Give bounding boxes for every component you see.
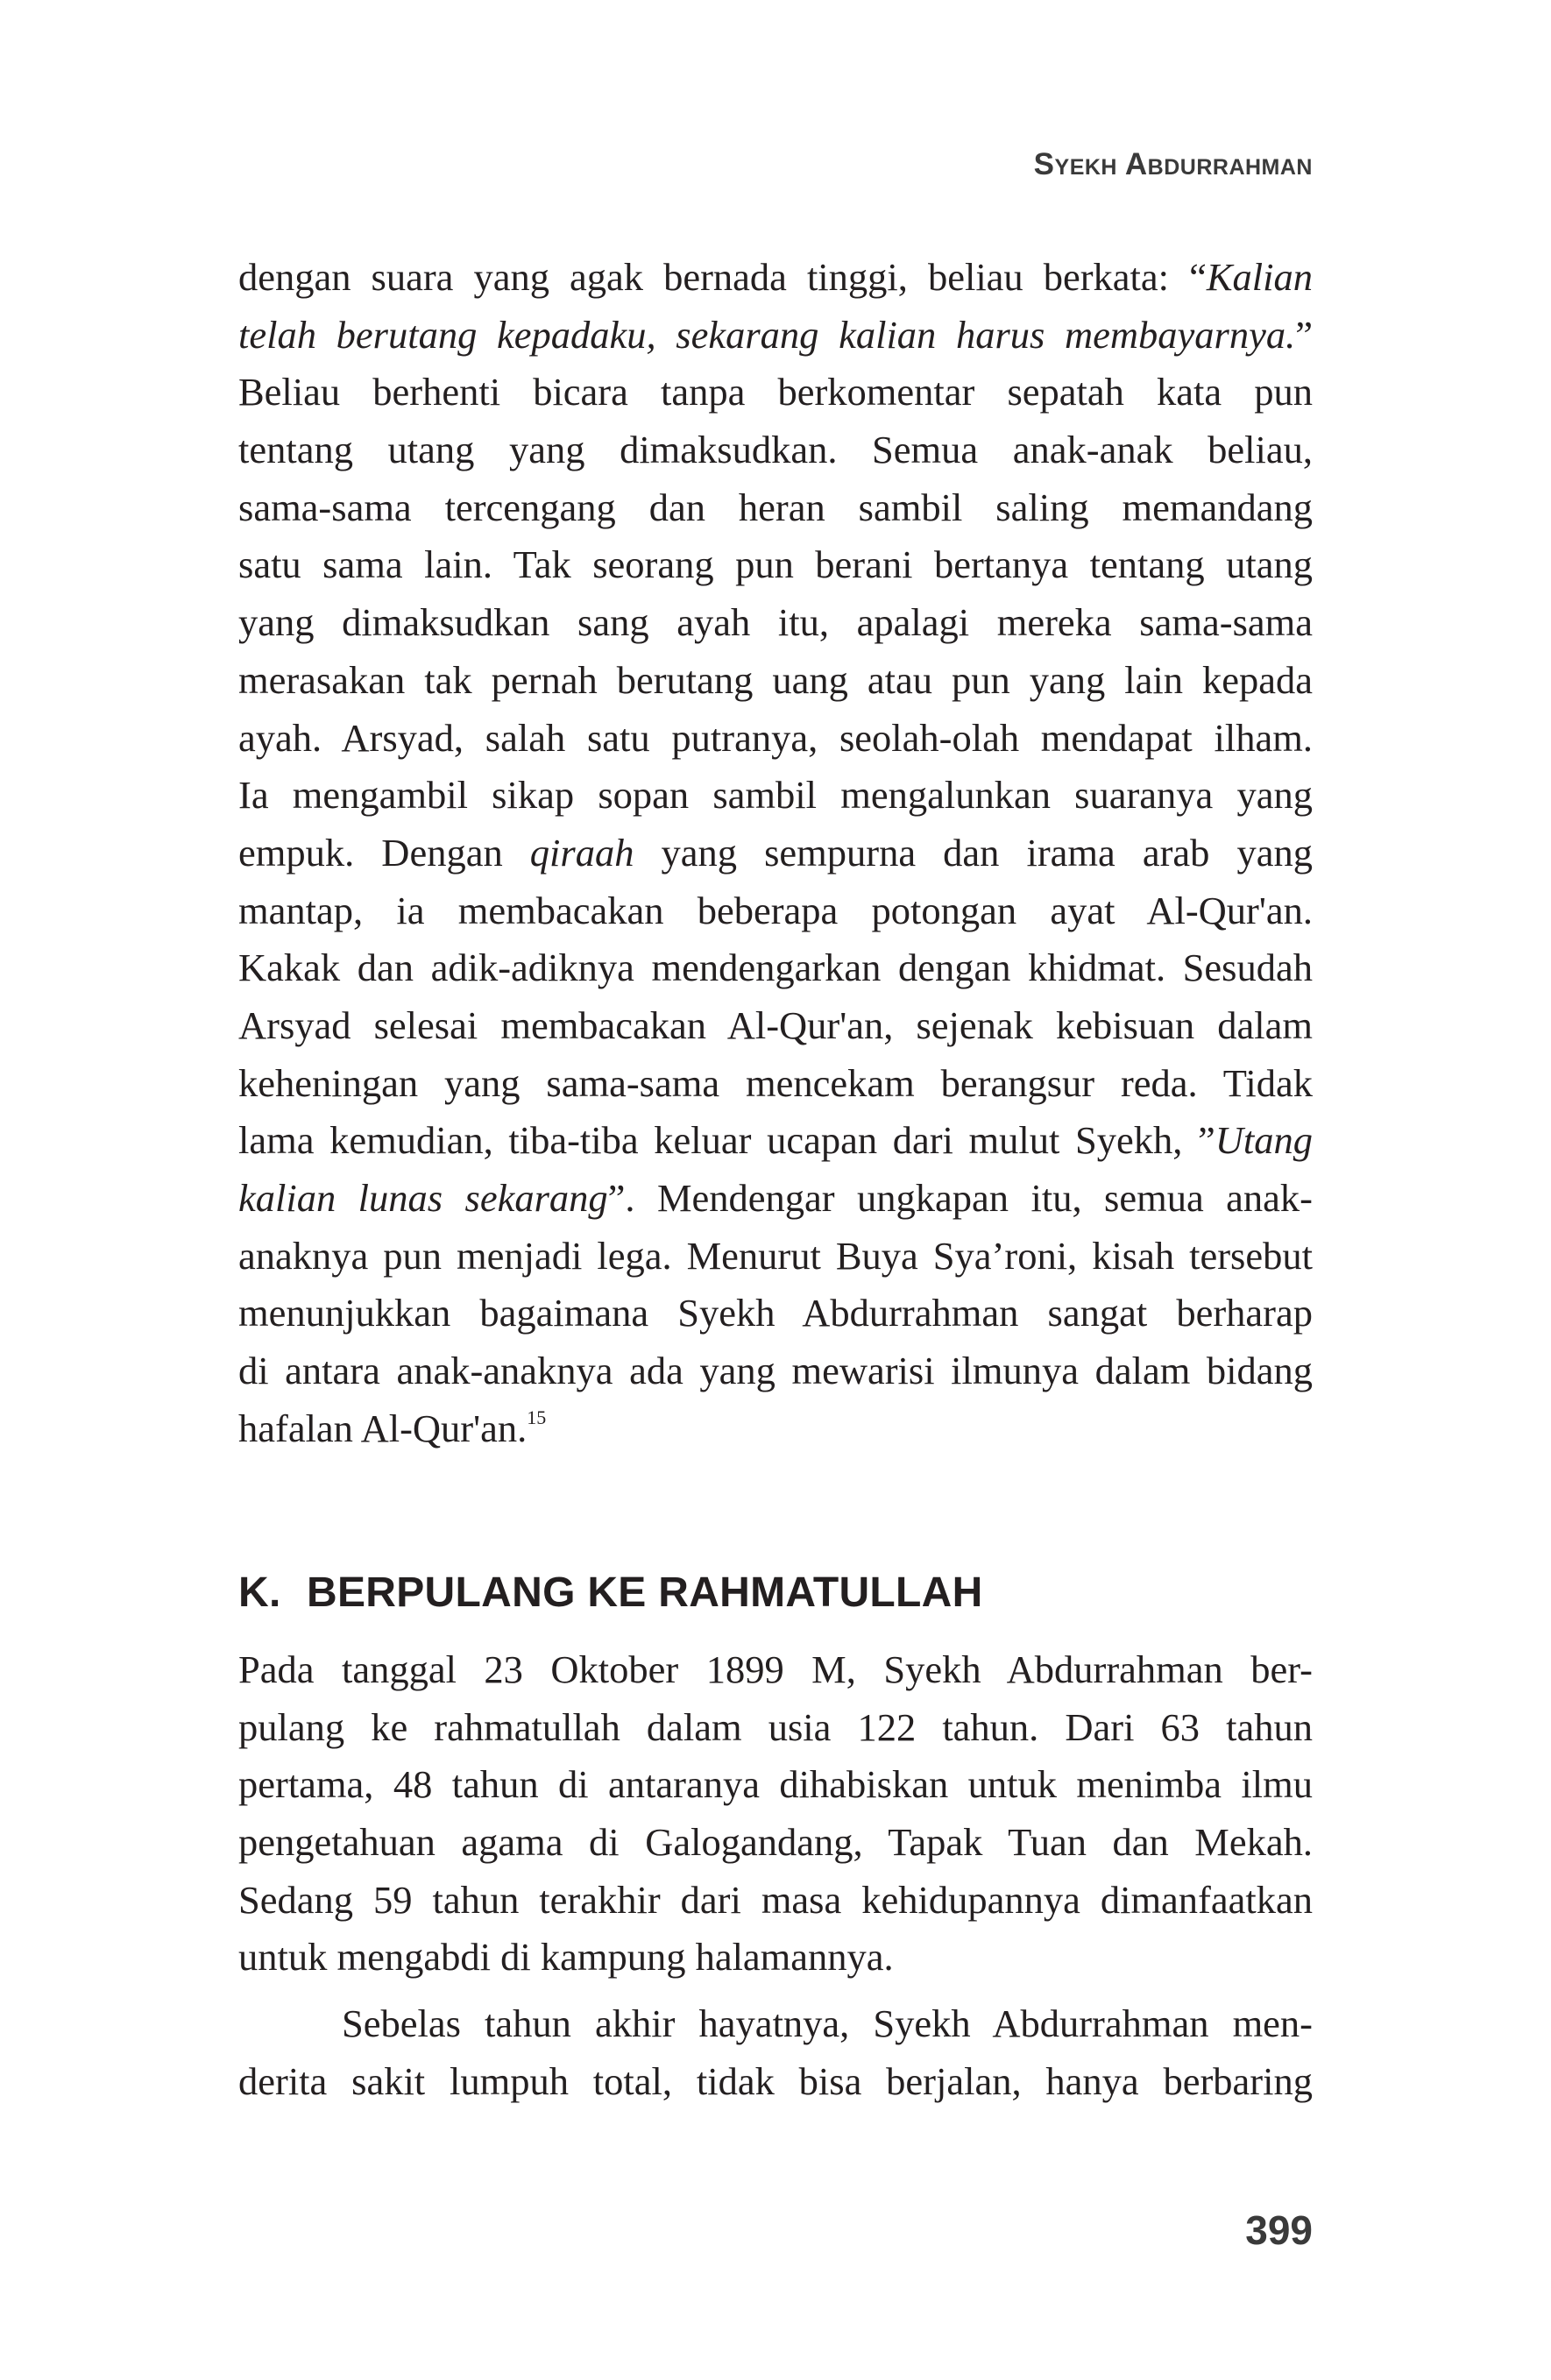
text-line: di antara anak-anaknya ada yang mewarisi ilmunya dalam bidang	[238, 1349, 1313, 1393]
text-line: merasakan tak pernah berutang uang atau pun yang lain kepada	[238, 657, 1313, 702]
section-label: K.	[238, 1569, 281, 1616]
text-line: tentang utang yang dimaksudkan. Semua anak-anak beliau,	[238, 428, 1313, 472]
text-line: empuk. Dengan qiraah yang sempurna dan irama arab yang	[238, 830, 1313, 875]
section-title: BERPULANG KE RAHMATULLAH	[307, 1569, 983, 1616]
text-line: yang dimaksudkan sang ayah itu, apalagi mereka sama-sama	[238, 600, 1313, 645]
page-number: 399	[1245, 2207, 1313, 2253]
text-line: Beliau berhenti bicara tanpa berkomentar sepatah kata pun	[238, 370, 1313, 414]
text-line: sama-sama tercengang dan heran sambil saling memandang	[238, 485, 1313, 529]
text-line: keheningan yang sama-sama mencekam berangsur reda. Tidak	[238, 1060, 1313, 1105]
text-line: kalian lunas sekarang”. Mendengar ungkapan itu, semua anak-	[238, 1176, 1313, 1220]
text-line: satu sama lain. Tak seorang pun berani bertanya tentang utang	[238, 542, 1313, 587]
text-line: Arsyad selesai membacakan Al-Qur'an, sejenak kebisuan dalam	[238, 1002, 1313, 1047]
text-line: Kakak dan adik-adiknya mendengarkan dengan khidmat. Sesudah	[238, 946, 1313, 990]
text-line: telah berutang kepadaku, sekarang kalian harus membayarnya.”	[238, 312, 1313, 357]
text-line: derita sakit lumpuh total, tidak bisa berjalan, hanya berbaring	[238, 2058, 1313, 2103]
footnote-marker[interactable]: 15	[527, 1406, 547, 1428]
text-line: pertama, 48 tahun di antaranya dihabiskan untuk menimba ilmu	[238, 1762, 1313, 1807]
text-line: anaknya pun menjadi lega. Menurut Buya Sya’roni, kisah tersebut	[238, 1233, 1313, 1278]
text-line: pengetahuan agama di Galogandang, Tapak Tuan dan Mekah.	[238, 1820, 1313, 1865]
paragraph-death	[238, 1641, 1313, 2111]
text-line: Ia mengambil sikap sopan sambil mengalunkan suaranya yang	[238, 773, 1313, 818]
text-line: ayah. Arsyad, salah satu putranya, seolah-olah mendapat ilham.	[238, 715, 1313, 760]
paragraph-story	[238, 249, 1313, 1457]
text-line: pulang ke rahmatullah dalam usia 122 tahun. Dari 63 tahun	[238, 1704, 1313, 1749]
text-line: Sedang 59 tahun terakhir dari masa kehidupannya dimanfaatkan	[238, 1877, 1313, 1922]
text-line: mantap, ia membacakan beberapa potongan ayat Al-Qur'an.	[238, 888, 1313, 932]
text-line: untuk mengabdi di kampung halamannya.	[238, 1935, 894, 1980]
text-line: Sebelas tahun akhir hayatnya, Syekh Abdurrahman men-	[342, 2001, 1313, 2046]
text-line: lama kemudian, tiba-tiba keluar ucapan dari mulut Syekh, ”Utang	[238, 1118, 1313, 1163]
section-heading	[238, 1569, 983, 1617]
text-line: dengan suara yang agak bernada tinggi, beliau berkata: “Kalian	[238, 255, 1313, 299]
text-line: Pada tanggal 23 Oktober 1899 M, Syekh Abdurrahman ber-	[238, 1647, 1313, 1691]
text-line: menunjukkan bagaimana Syekh Abdurrahman sangat berharap	[238, 1291, 1313, 1335]
text-line: hafalan Al-Qur'an.$^{15}$	[238, 1406, 547, 1450]
running-head: Syekh Abdurrahman	[1033, 147, 1313, 181]
